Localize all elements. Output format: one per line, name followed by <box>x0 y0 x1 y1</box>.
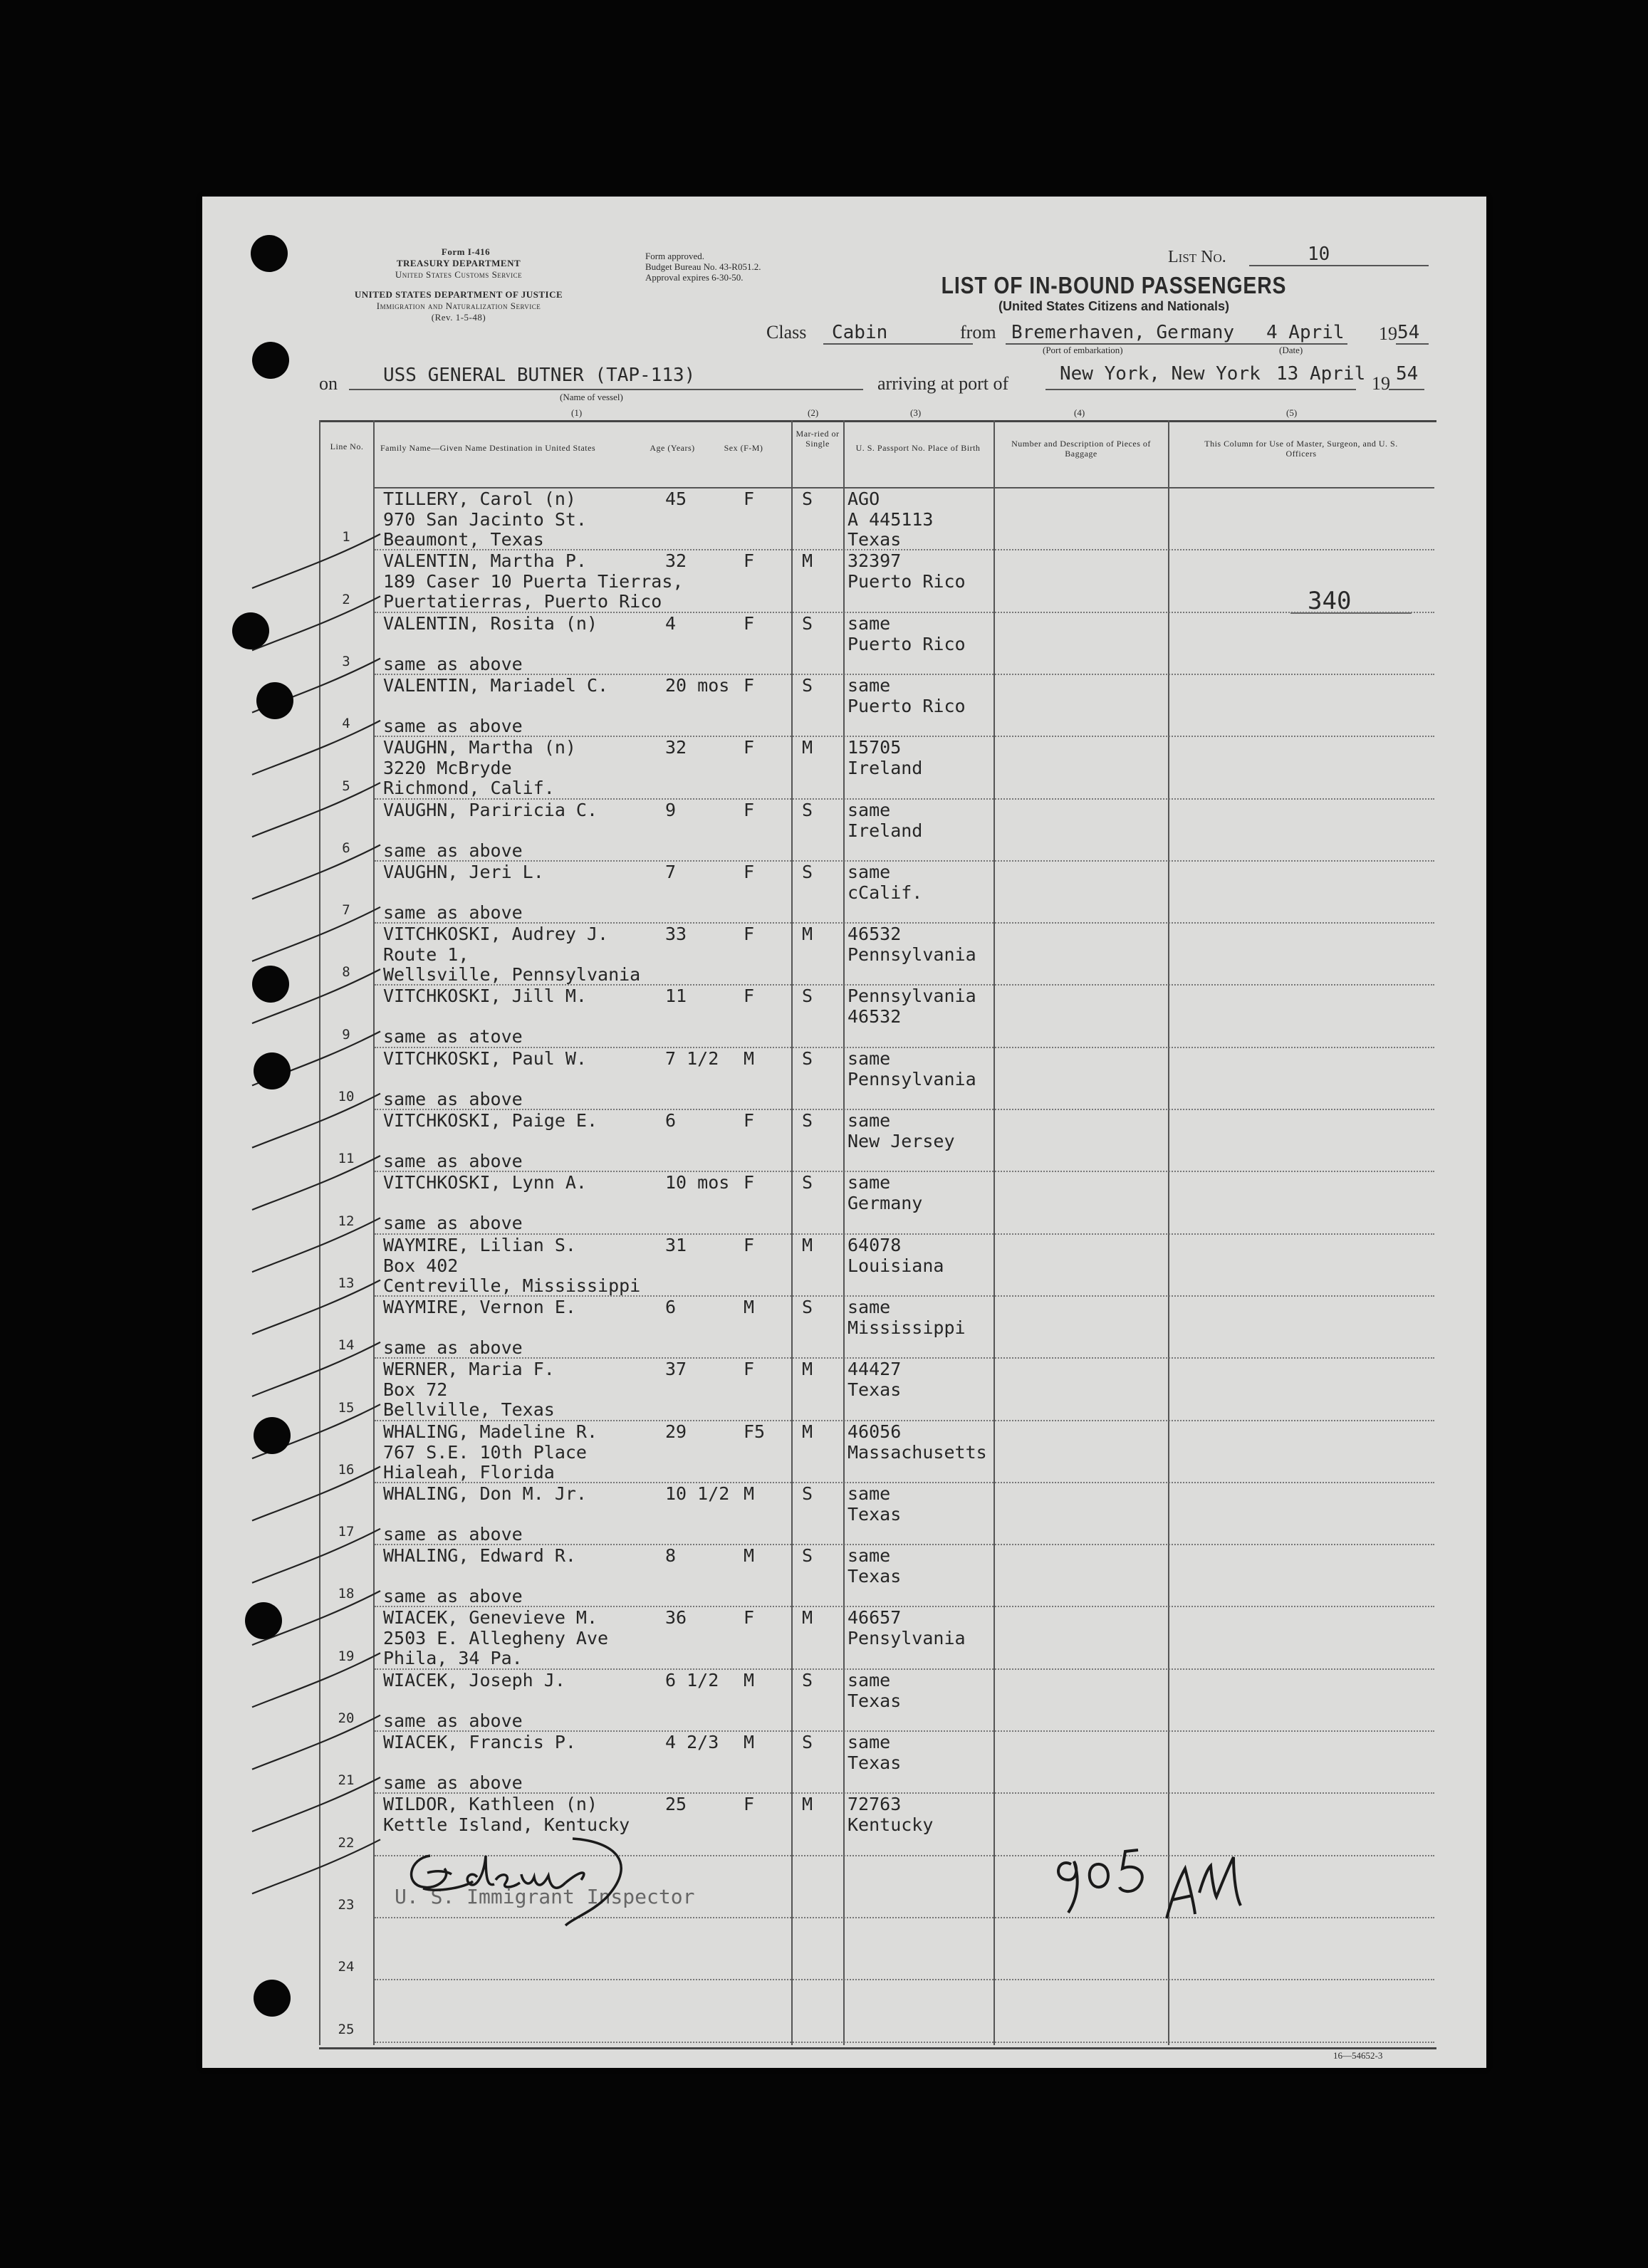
passenger-marital-status: S <box>802 674 813 696</box>
passport-or-birthplace: same <box>848 1296 891 1317</box>
date-caption: (Date) <box>1279 345 1303 355</box>
passport-or-birthplace: Pennsylvania <box>848 944 976 966</box>
punch-hole <box>252 966 289 1003</box>
passport-or-birthplace: Texas <box>848 1566 902 1587</box>
passenger-marital-status: S <box>802 488 813 509</box>
passport-or-birthplace: same <box>848 1110 891 1131</box>
passenger-name: WIACEK, Francis P. <box>383 1732 576 1752</box>
passenger-destination: same as above <box>383 1772 523 1793</box>
passport-or-birthplace: same <box>848 799 891 820</box>
passenger-age: 10 1/2 <box>665 1483 730 1504</box>
line-number: 22 <box>338 1834 355 1851</box>
punch-hole <box>254 1980 291 2017</box>
col-header-age: Age (Years) <box>650 443 695 453</box>
line-number: 10 <box>338 1089 355 1104</box>
class-value: Cabin <box>832 322 888 343</box>
passport-or-birthplace: same <box>848 612 891 634</box>
passenger-name: VAUGHN, Jeri L. <box>383 861 544 882</box>
footer-code: 16—54652-3 <box>1333 2050 1383 2061</box>
passenger-marital-status: S <box>802 861 813 882</box>
passenger-name: VITCHKOSKI, Paul W. <box>383 1047 587 1069</box>
passenger-destination: Bellville, Texas <box>383 1399 555 1421</box>
embark-port: Bremerhaven, Germany <box>1011 322 1235 343</box>
line-number: 14 <box>338 1337 355 1354</box>
passenger-age: 7 1/2 <box>665 1047 719 1069</box>
line-number: 11 <box>338 1151 355 1167</box>
passenger-destination: Phila, 34 Pa. <box>383 1648 523 1669</box>
arrival-line <box>1045 389 1356 390</box>
passport-or-birthplace: cCalif. <box>848 882 923 903</box>
list-no-line <box>1249 265 1429 266</box>
on-label: on <box>319 373 338 394</box>
passenger-sex: M <box>744 1296 755 1317</box>
line-number: 21 <box>338 1772 355 1789</box>
check-mark <box>252 1777 380 1831</box>
passenger-destination: same as above <box>383 840 523 861</box>
passenger-destination: 3220 McBryde <box>383 758 512 779</box>
passenger-marital-status: S <box>802 1545 813 1567</box>
passenger-name: TILLERY, Carol (n) <box>383 488 576 509</box>
passenger-destination: same as above <box>383 1088 523 1109</box>
passport-or-birthplace: 46056 <box>848 1421 902 1442</box>
arrival-port: New York, New York <box>1060 363 1261 385</box>
passenger-sex: M <box>744 1545 755 1567</box>
col-header-line-no: Line No. <box>330 441 364 451</box>
passport-or-birthplace: Ireland <box>848 758 923 779</box>
class-label: Class <box>766 322 807 343</box>
passenger-destination: same as above <box>383 1523 523 1545</box>
punch-hole <box>254 1417 291 1454</box>
year-prefix-2: 19 <box>1372 373 1390 394</box>
year-line-1 <box>1396 343 1429 345</box>
passenger-name: VITCHKOSKI, Audrey J. <box>383 924 609 945</box>
approved-3: Approval expires 6-30-50. <box>645 272 744 283</box>
revision: (Rev. 1-5-48) <box>431 312 486 323</box>
passenger-age: 45 <box>665 488 687 509</box>
passenger-name: VITCHKOSKI, Paige E. <box>383 1110 598 1131</box>
passenger-name: WIACEK, Genevieve M. <box>383 1607 598 1629</box>
passenger-age: 6 <box>665 1296 677 1317</box>
check-mark <box>252 1342 380 1396</box>
passport-or-birthplace: same <box>848 1545 891 1567</box>
check-mark <box>252 721 380 775</box>
check-mark <box>252 1218 380 1272</box>
punch-hole <box>245 1602 282 1639</box>
line-number: 5 <box>342 778 350 794</box>
customs-service: United States Customs Service <box>395 269 523 280</box>
passenger-sex: F <box>744 1607 755 1629</box>
passenger-destination: 2503 E. Allegheny Ave <box>383 1628 609 1649</box>
punch-hole <box>254 1052 291 1089</box>
passenger-destination: same as above <box>383 653 523 674</box>
passport-or-birthplace: Texas <box>848 1379 902 1401</box>
passenger-marital-status: M <box>802 1234 813 1255</box>
passport-or-birthplace: A 445113 <box>848 509 934 530</box>
passenger-name: VITCHKOSKI, Jill M. <box>383 986 587 1007</box>
vessel-name: USS GENERAL BUTNER (TAP-113) <box>383 365 696 386</box>
punch-hole <box>232 612 269 649</box>
col-header-name: Family Name—Given Name Destination in United States <box>380 443 596 453</box>
passport-or-birthplace: same <box>848 1732 891 1752</box>
passenger-destination: same as above <box>383 1213 523 1234</box>
passenger-marital-status: M <box>802 924 813 945</box>
arrival-year: 54 <box>1396 363 1419 385</box>
from-label: from <box>960 322 996 343</box>
passenger-destination: same as above <box>383 1151 523 1171</box>
ins-service: Immigration and Naturalization Service <box>376 301 541 311</box>
passport-or-birthplace: Massachusetts <box>848 1441 987 1463</box>
manifest-page <box>202 197 1486 2068</box>
passenger-name: VALENTIN, Martha P. <box>383 550 587 572</box>
check-mark <box>252 783 380 837</box>
passport-or-birthplace: Ireland <box>848 820 923 841</box>
passenger-marital-status: M <box>802 1421 813 1442</box>
col-header-sex: Sex (F-M) <box>724 443 763 453</box>
passenger-sex: F <box>744 550 755 572</box>
check-mark <box>252 1839 380 1893</box>
passenger-sex: F <box>744 1794 755 1815</box>
passenger-sex: F <box>744 1359 755 1380</box>
line-number: 16 <box>338 1461 355 1478</box>
passenger-name: WIACEK, Joseph J. <box>383 1669 565 1690</box>
page-title: LIST OF IN-BOUND PASSENGERS <box>941 272 1287 298</box>
line-number: 25 <box>338 2021 355 2037</box>
passenger-name: WILDOR, Kathleen (n) <box>383 1794 598 1815</box>
passenger-destination: Hialeah, Florida <box>383 1461 555 1483</box>
passport-or-birthplace: same <box>848 861 891 882</box>
passenger-marital-status: S <box>802 1669 813 1690</box>
class-line <box>823 343 973 345</box>
line-number: 15 <box>338 1399 355 1416</box>
passenger-sex: F <box>744 612 755 634</box>
passenger-age: 20 mos <box>665 674 730 696</box>
passenger-age: 4 2/3 <box>665 1732 719 1752</box>
col-num-4: (4) <box>1074 407 1085 418</box>
passport-or-birthplace: Puerto Rico <box>848 633 966 654</box>
passenger-age: 36 <box>665 1607 687 1629</box>
passenger-destination: same as above <box>383 1586 523 1607</box>
line-number: 13 <box>338 1275 355 1291</box>
passport-or-birthplace: same <box>848 674 891 696</box>
passport-or-birthplace: 46657 <box>848 1607 902 1629</box>
passenger-name: WHALING, Don M. Jr. <box>383 1483 587 1504</box>
passenger-age: 8 <box>665 1545 677 1567</box>
passport-or-birthplace: Puerto Rico <box>848 695 966 716</box>
passport-or-birthplace: New Jersey <box>848 1131 955 1151</box>
passenger-marital-status: S <box>802 1110 813 1131</box>
check-mark <box>252 1529 380 1583</box>
passenger-sex: F <box>744 488 755 509</box>
passenger-destination: Beaumont, Texas <box>383 529 544 550</box>
passenger-marital-status: M <box>802 1359 813 1380</box>
passenger-destination: Wellsville, Pennsylvania <box>383 964 641 986</box>
passenger-age: 33 <box>665 924 687 945</box>
punch-hole <box>256 682 293 719</box>
inspector-signature <box>395 1827 694 1927</box>
punch-hole <box>252 342 289 379</box>
passenger-marital-status: M <box>802 1607 813 1629</box>
passenger-marital-status: S <box>802 1732 813 1752</box>
passenger-marital-status: S <box>802 799 813 820</box>
passport-or-birthplace: 32397 <box>848 550 902 572</box>
line-number: 20 <box>338 1710 355 1726</box>
passenger-age: 31 <box>665 1234 687 1255</box>
passenger-name: VALENTIN, Rosita (n) <box>383 612 598 634</box>
passport-or-birthplace: Pennsylvania <box>848 986 976 1007</box>
passenger-name: VAUGHN, Pariricia C. <box>383 799 598 820</box>
passport-or-birthplace: same <box>848 1669 891 1690</box>
list-no-label: List No. <box>1168 248 1226 266</box>
passenger-age: 11 <box>665 986 687 1007</box>
passenger-age: 32 <box>665 737 687 758</box>
passenger-destination: Box 72 <box>383 1379 448 1401</box>
list-no-value: 10 <box>1308 244 1330 265</box>
col-header-passport: U. S. Passport No. Place of Birth <box>855 443 981 453</box>
passenger-destination: same as atove <box>383 1026 523 1047</box>
passport-or-birthplace: Texas <box>848 1690 902 1711</box>
passport-or-birthplace: Kentucky <box>848 1814 934 1836</box>
line-number: 19 <box>338 1648 355 1664</box>
line-number: 4 <box>342 716 350 732</box>
passenger-destination: Box 402 <box>383 1255 459 1276</box>
passenger-sex: F <box>744 924 755 945</box>
inspector-label: U. S. Immigrant Inspector <box>395 1885 695 1908</box>
passenger-marital-status: M <box>802 550 813 572</box>
line-number: 18 <box>338 1586 355 1602</box>
arriving-label: arriving at port of <box>877 373 1009 394</box>
punch-hole <box>251 235 288 272</box>
line-number: 17 <box>338 1524 355 1540</box>
passport-or-birthplace: 15705 <box>848 737 902 758</box>
passenger-name: VITCHKOSKI, Lynn A. <box>383 1172 587 1193</box>
passenger-destination: same as above <box>383 1337 523 1358</box>
check-mark <box>252 907 380 961</box>
col-num-2: (2) <box>808 407 819 418</box>
passenger-name: WHALING, Madeline R. <box>383 1421 598 1442</box>
justice-dept: UNITED STATES DEPARTMENT OF JUSTICE <box>354 289 563 300</box>
passenger-age: 4 <box>665 612 677 634</box>
passenger-age: 6 <box>665 1110 677 1131</box>
year-prefix-1: 19 <box>1379 323 1397 344</box>
passenger-sex: F <box>744 1110 755 1131</box>
depart-date: 4 April <box>1266 322 1345 343</box>
check-mark <box>252 596 380 650</box>
vessel-caption: (Name of vessel) <box>560 392 623 402</box>
passport-or-birthplace: Mississippi <box>848 1317 966 1338</box>
passport-or-birthplace: AGO <box>848 488 880 509</box>
col-header-officers: This Column for Use of Master, Surgeon, and U. S. Officers <box>1204 439 1398 459</box>
passenger-name: WAYMIRE, Lilian S. <box>383 1234 576 1255</box>
passenger-age: 37 <box>665 1359 687 1380</box>
passport-or-birthplace: Germany <box>848 1193 923 1214</box>
passenger-destination: 189 Caser 10 Puerta Tierras, <box>383 571 684 592</box>
passport-or-birthplace: 44427 <box>848 1359 902 1380</box>
passenger-age: 29 <box>665 1421 687 1442</box>
passport-or-birthplace: Texas <box>848 1503 902 1525</box>
approved-1: Form approved. <box>645 251 705 261</box>
passenger-sex: M <box>744 1732 755 1752</box>
col-num-3: (3) <box>910 407 922 418</box>
passport-or-birthplace: Puerto Rico <box>848 571 966 592</box>
check-mark <box>252 1653 380 1707</box>
line-number: 1 <box>342 529 350 545</box>
passport-or-birthplace: Pensylvania <box>848 1628 966 1649</box>
passenger-name: WERNER, Maria F. <box>383 1359 555 1380</box>
passenger-destination: 767 S.E. 10th Place <box>383 1441 587 1463</box>
line-number: 7 <box>342 902 350 919</box>
page-subtitle: (United States Citizens and Nationals) <box>998 299 1230 313</box>
passenger-marital-status: S <box>802 1483 813 1504</box>
passenger-marital-status: S <box>802 1047 813 1069</box>
passenger-marital-status: S <box>802 1172 813 1193</box>
passenger-sex: M <box>744 1047 755 1069</box>
passenger-name: VAUGHN, Martha (n) <box>383 737 576 758</box>
passenger-sex: M <box>744 1669 755 1690</box>
line-number: 6 <box>342 840 350 856</box>
passport-or-birthplace: 64078 <box>848 1234 902 1255</box>
form-id: Form I-416 <box>441 246 491 257</box>
passenger-destination: same as above <box>383 1710 523 1731</box>
passenger-marital-status: S <box>802 612 813 634</box>
passenger-marital-status: M <box>802 737 813 758</box>
col-header-married: Mar-ried or Single <box>796 429 840 449</box>
passenger-sex: F <box>744 1234 755 1255</box>
passenger-sex: F <box>744 799 755 820</box>
line-number: 8 <box>342 964 350 981</box>
passenger-sex: M <box>744 1483 755 1504</box>
line-number: 3 <box>342 653 350 669</box>
handwritten-time <box>1043 1829 1285 1935</box>
passenger-sex: F <box>744 861 755 882</box>
passport-or-birthplace: Texas <box>848 529 902 550</box>
passenger-marital-status: S <box>802 986 813 1007</box>
passenger-name: WHALING, Edward R. <box>383 1545 576 1567</box>
check-mark <box>252 534 380 588</box>
passenger-destination: Kettle Island, Kentucky <box>383 1814 630 1836</box>
passenger-destination: Route 1, <box>383 944 469 966</box>
line-number: 9 <box>342 1026 350 1042</box>
passenger-age: 9 <box>665 799 677 820</box>
passenger-destination: same as above <box>383 902 523 923</box>
col-num-1: (1) <box>571 407 583 418</box>
passport-or-birthplace: same <box>848 1047 891 1069</box>
col-num-5: (5) <box>1286 407 1298 418</box>
passenger-marital-status: S <box>802 1296 813 1317</box>
check-mark <box>252 1280 380 1334</box>
passenger-destination: same as above <box>383 715 523 736</box>
passenger-sex: F <box>744 737 755 758</box>
check-mark <box>252 1156 380 1210</box>
line-number: 23 <box>338 1896 355 1913</box>
check-mark <box>252 1094 380 1148</box>
passenger-age: 7 <box>665 861 677 882</box>
passenger-marital-status: M <box>802 1794 813 1815</box>
passport-or-birthplace: 46532 <box>848 924 902 945</box>
check-mark <box>252 1467 380 1521</box>
port-embark-caption: (Port of embarkation) <box>1043 345 1123 355</box>
passenger-destination: Richmond, Calif. <box>383 778 555 799</box>
year-line-2 <box>1389 389 1424 390</box>
passenger-sex: F <box>744 674 755 696</box>
passenger-age: 32 <box>665 550 687 572</box>
passport-or-birthplace: 46532 <box>848 1006 902 1028</box>
passenger-sex: F5 <box>744 1421 766 1442</box>
passenger-destination: Centreville, Mississippi <box>383 1275 641 1296</box>
passenger-age: 10 mos <box>665 1172 730 1193</box>
passenger-age: 6 1/2 <box>665 1669 719 1690</box>
passenger-sex: F <box>744 986 755 1007</box>
passenger-name: VALENTIN, Mariadel C. <box>383 674 609 696</box>
vessel-line <box>349 389 863 390</box>
passport-or-birthplace: 72763 <box>848 1794 902 1815</box>
check-mark <box>252 1715 380 1770</box>
depart-year: 54 <box>1397 322 1420 343</box>
line-number: 12 <box>338 1213 355 1229</box>
passport-or-birthplace: Texas <box>848 1752 902 1773</box>
approved-2: Budget Bureau No. 43-R051.2. <box>645 261 761 272</box>
row-rule <box>375 1979 1434 1980</box>
line-number: 2 <box>342 591 350 607</box>
passenger-age: 25 <box>665 1794 687 1815</box>
passenger-destination: Puertatierras, Puerto Rico <box>383 591 662 612</box>
passenger-name: WAYMIRE, Vernon E. <box>383 1296 576 1317</box>
row-rule <box>375 2042 1434 2043</box>
passport-or-birthplace: Louisiana <box>848 1255 944 1276</box>
passport-or-birthplace: same <box>848 1483 891 1504</box>
treasury-dept: TREASURY DEPARTMENT <box>396 258 521 268</box>
passport-or-birthplace: Pennsylvania <box>848 1068 976 1089</box>
annotation-340: 340 <box>1308 587 1352 615</box>
col-header-baggage: Number and Description of Pieces of Baggage <box>1011 439 1151 459</box>
passenger-sex: F <box>744 1172 755 1193</box>
passenger-destination: 970 San Jacinto St. <box>383 509 587 530</box>
line-number: 24 <box>338 1959 355 1975</box>
arrival-date: 13 April <box>1276 363 1366 385</box>
check-mark <box>252 845 380 899</box>
passport-or-birthplace: same <box>848 1172 891 1193</box>
